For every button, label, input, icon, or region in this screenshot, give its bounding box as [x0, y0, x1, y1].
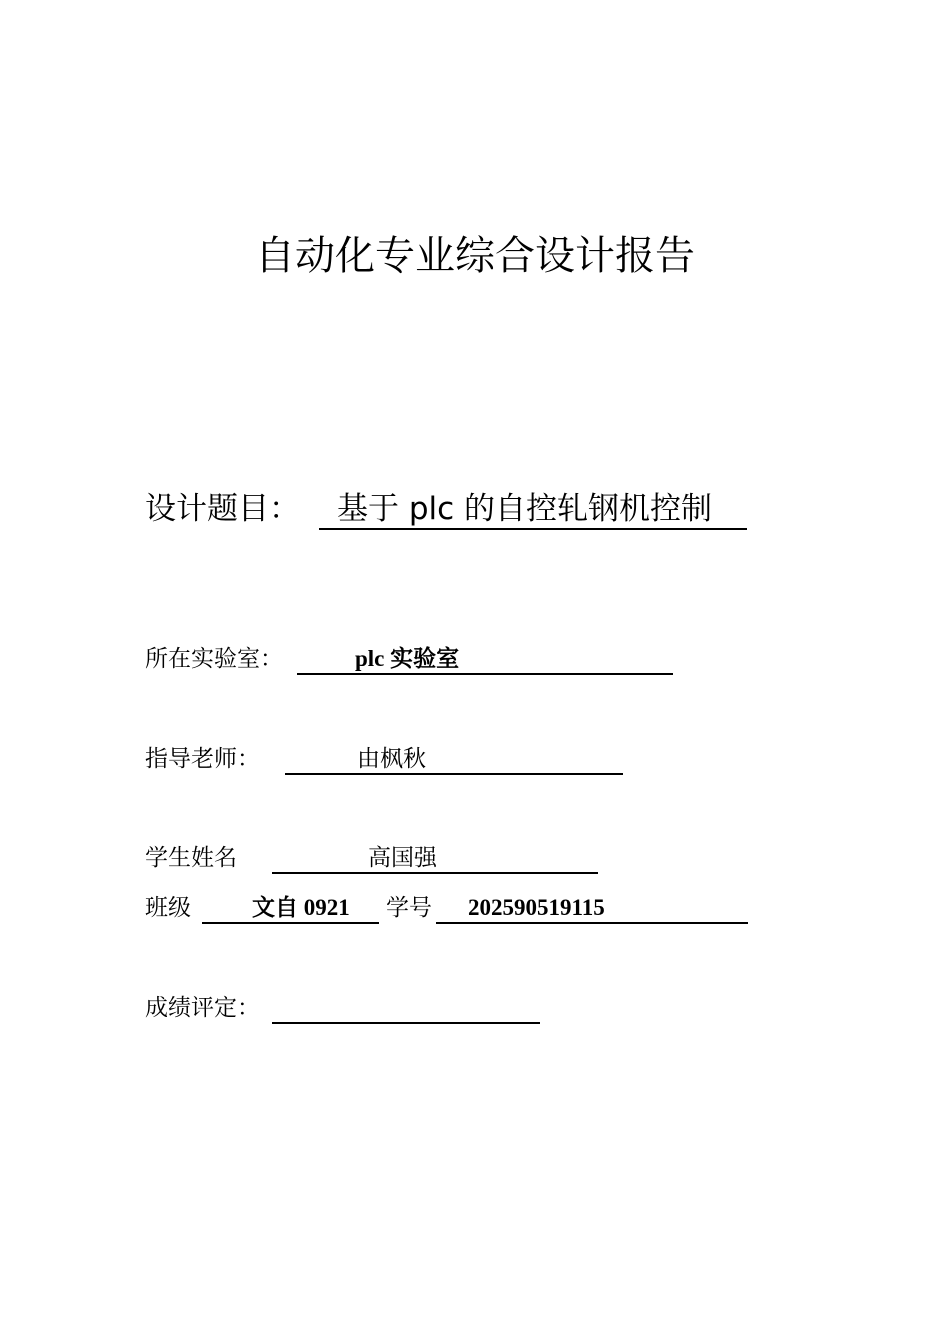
grade-label: 成绩评定：	[145, 995, 260, 1021]
lab-label: 所在实验室：	[145, 646, 283, 672]
teacher-value: 由枫秋	[285, 743, 623, 775]
id-label: 学号	[386, 895, 432, 921]
student-value: 高国强	[272, 842, 598, 874]
class-value-text: 文自 0921	[252, 895, 350, 920]
id-value-text: 202590519115	[468, 895, 605, 920]
class-label: 班级	[145, 895, 191, 921]
topic-label: 设计题目：	[145, 491, 300, 527]
report-title: 自动化专业综合设计报告	[255, 233, 695, 279]
student-label: 学生姓名	[145, 845, 237, 871]
class-value	[202, 892, 379, 924]
lab-value-text: plc 实验室	[355, 646, 460, 671]
teacher-label: 指导老师：	[145, 746, 260, 772]
lab-value	[297, 643, 673, 675]
id-value	[436, 892, 748, 924]
grade-value	[272, 992, 540, 1024]
topic-value: 基于 plc 的自控轧钢机控制	[319, 488, 747, 530]
